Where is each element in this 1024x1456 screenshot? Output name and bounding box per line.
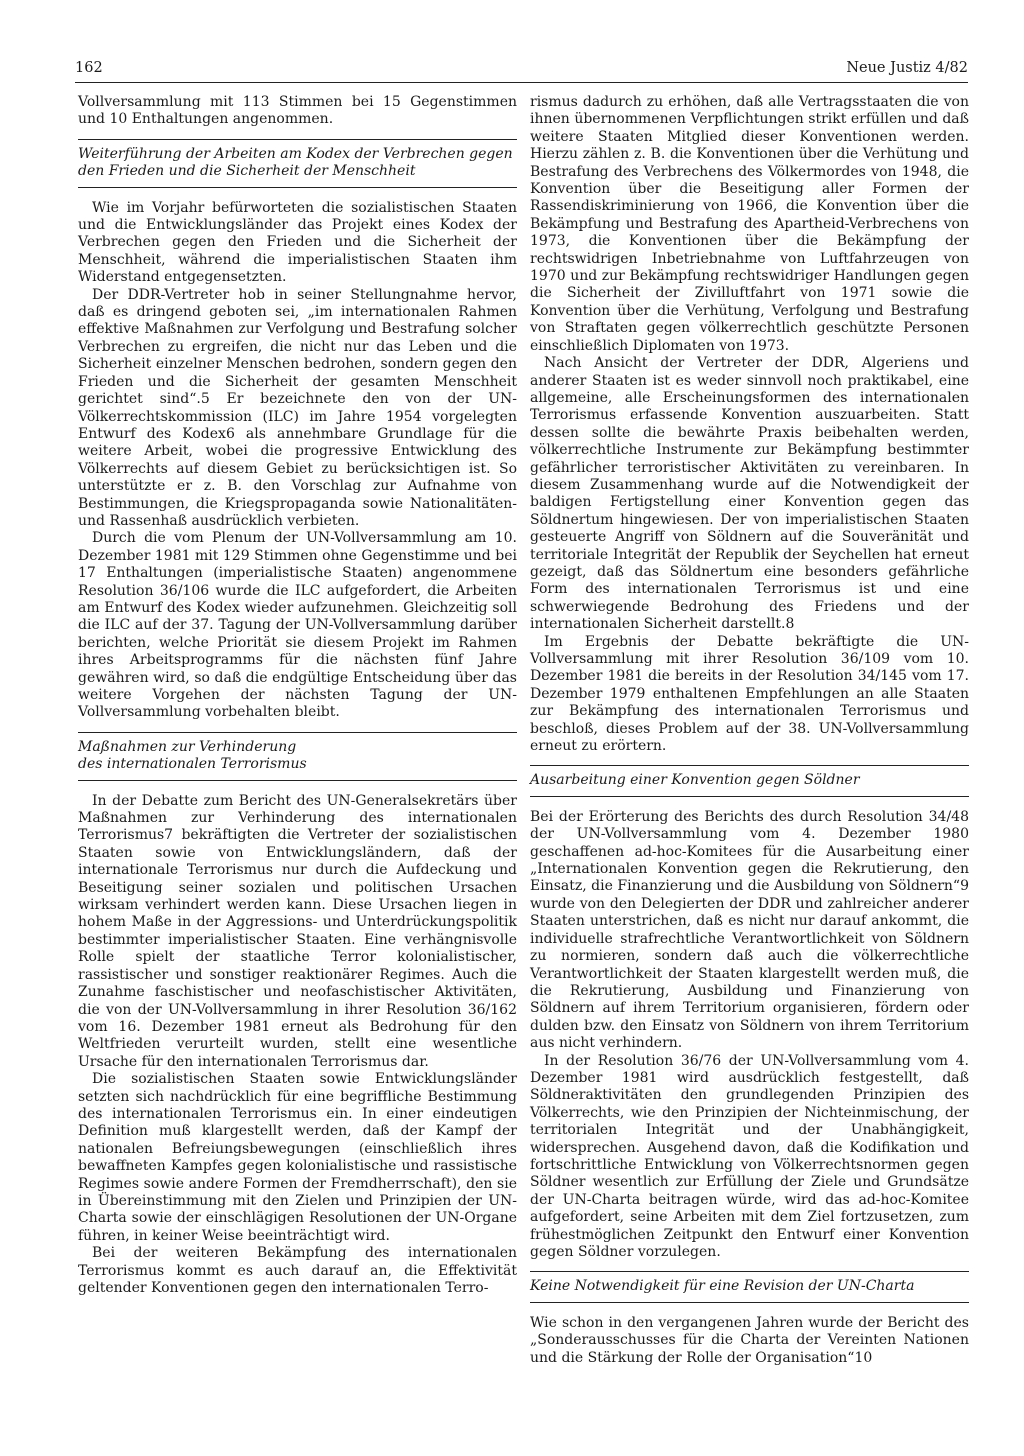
left-column [78, 94, 517, 1297]
paragraph: Wie schon in den vergangenen Jahren wurde der Bericht des „Sonderausschusses für die Charta der Vereinten Nationen und die Stärkung der Rolle der Organisation“10 [530, 1314, 969, 1366]
paragraph: Die sozialistischen Staaten sowie Entwicklungsländer setzten sich nachdrücklich für eine begriffliche Bestimmung des internationalen Terrorismus ein. In einer eindeutigen Definition muß klargestellt werden, daß der Kampf der nationalen Befreiungsbewegungen (einschließlich ihres bewaffneten Kampfes gegen kolonialistische und rassistische Regimes sowie andere Formen der Fremdherrschaft), den sie in Übereinstimmung mit den Zielen und Prinzipien der UN-Charta sowie der einschlägigen Resolutionen der UN-Organe führen, in keiner Weise beeinträchtigt wird. [78, 1071, 517, 1244]
page-header [75, 58, 968, 83]
paragraph: Im Ergebnis der Debatte bekräftigte die UN-Vollversammlung mit ihrer Resolution 36/109 vom 10. Dezember 1981 die bereits in der Resolution 34/145 vom 17. Dezember 1979 enthaltenen Empfehlungen an alle Staaten zur Bekämpfung des internationalen Terrorismus und beschloß, dieses Problem auf der 38. UN-Vollversammlung erneut zu erörtern. [530, 633, 969, 755]
section-heading-kodex [78, 139, 517, 188]
section-heading-terrorismus [78, 732, 517, 781]
paragraph: Vollversammlung mit 113 Stimmen bei 15 Gegenstimmen und 10 Enthaltungen angenommen. [78, 94, 517, 128]
section-heading-line: Maßnahmen zur Verhinderung [78, 738, 297, 755]
paragraph: Wie im Vorjahr befürworteten die sozialistischen Staaten und die Entwicklungsländer das Projekt eines Kodex der Verbrechen gegen den Frieden und die Sicherheit der Menschheit, während die imperialistischen Staaten ihm Widerstand entgegensetzten. [78, 199, 517, 286]
heading-rule [78, 187, 517, 188]
paragraph: rismus dadurch zu erhöhen, daß alle Vertragsstaaten die von ihnen übernommenen Verpflichtungen strikt erfüllen und daß weitere Staaten Mitglied dieser Konventionen werden. Hierzu zählen z. B. die Konventionen über die Verhütung und Bestrafung des Verbrechens des Völkermordes von 1948, die Konvention über die Beseitigung aller Formen der Rassendiskriminierung von 1966, die Konvention über die Bekämpfung und Bestrafung des Apartheid-Verbrechens von 1973, die Konventionen über die Bekämpfung der rechtswidrigen Inbetriebnahme von Luftfahrzeugen von 1970 und zur Bekämpfung rechtswidriger Handlungen gegen die Sicherheit der Zivilluftfahrt von 1971 sowie die Konvention über die Verhütung, Verfolgung und Bestrafung von Straftaten gegen völkerrechtlich geschützte Personen einschließlich Diplomaten von 1973. [530, 94, 969, 354]
paragraph: In der Resolution 36/76 der UN-Vollversammlung vom 4. Dezember 1981 wird ausdrücklich festgestellt, daß Söldneraktivitäten den grundlegenden Prinzipien des Völkerrechts, wie den Prinzipien der Nichteinmischung, der territorialen Integrität und der Unabhängigkeit, widersprechen. Ausgehend davon, daß die Kodifikation und fortschrittliche Entwicklung von Völkerrechtsnormen gegen Söldner wesentlich zur Erfüllung der Ziele und Grundsätze der UN-Charta beitragen würde, wird das ad-hoc-Komitee aufgefordert, seine Arbeiten mit dem Ziel fortzusetzen, zum frühestmöglichen Zeitpunkt den Entwurf einer Konvention gegen Söldner vorzulegen. [530, 1052, 969, 1260]
heading-rule [530, 1302, 969, 1303]
section-heading-charta [530, 1271, 969, 1302]
section-heading-text: Ausarbeitung einer Konvention gegen Söldner [530, 772, 860, 789]
running-title: Neue Justiz 4/82 [846, 60, 968, 76]
paragraph: Bei der Erörterung des Berichts des durch Resolution 34/48 der UN-Vollversammlung vom 4. Dezember 1980 geschaffenen ad-hoc-Komitees für die Ausarbeitung einer „Internationalen Konvention gegen die Rekrutierung, den Einsatz, die Finanzierung und die Ausbildung von Söldnern“9 wurde von den Delegierten der DDR und zahlreicher anderer Staaten unterstrichen, daß es nicht nur darauf ankommt, die individuelle strafrechtliche Verantwortlichkeit von Söldnern zu normieren, sondern daß auch die völkerrechtliche Verantwortlichkeit der Staaten klargestellt werden muß, die die Rekrutierung, Ausbildung und Finanzierung von Söldnern auf ihrem Territorium organisieren, fördern oder dulden bzw. den Einsatz von Söldnern von ihrem Territorium aus nicht verhindern. [530, 808, 969, 1052]
paragraph: Bei der weiteren Bekämpfung des internationalen Terrorismus kommt es auch darauf an, die Effektivität geltender Konventionen gegen den internationalen Terro- [78, 1245, 517, 1296]
paragraph: Der DDR-Vertreter hob in seiner Stellungnahme hervor, daß es dringend geboten sei, „im internationalen Rahmen effektive Maßnahmen zur Verfolgung und Bestrafung solcher Verbrechen zu ergreifen, die nicht nur das Leben und die Sicherheit einzelner Menschen bedrohen, sondern gegen den Frieden und die Sicherheit der gesamten Menschheit gerichtet sind“.5 Er bezeichnete den von der UN-Völkerrechtskommission (ILC) im Jahre 1954 vorgelegten Entwurf des Kodex6 als annehmbare Grundlage für die weitere Arbeit, wobei die progressive Entwicklung des Völkerrechts auf diesem Gebiet zu berücksichtigen ist. So unterstützte er z. B. den Vorschlag zur Aufnahme von Bestimmungen, die Kriegspropaganda sowie Nationalitäten- und Rassenhaß ausdrücklich verbieten. [78, 286, 517, 529]
section-heading-text [78, 733, 517, 780]
page-number: 162 [75, 60, 103, 76]
paragraph: In der Debatte zum Bericht des UN-Generalsekretärs über Maßnahmen zur Verhinderung des internationalen Terrorismus7 bekräftigten die Vertreter der sozialistischen Staaten sowie von Entwicklungsländern, daß der internationale Terrorismus nur durch die Aufdeckung und Beseitigung seiner sozialen und politischen Ursachen wirksam verhindert werden kann. Diese Ursachen liegen in hohem Maße in der Aggressions- und Unterdrückungspolitik bestimmter imperialistischer Staaten. Eine verhängnisvolle Rolle spielt der staatliche Terror kolonialistischer, rassistischer und sonstiger reaktionärer Regimes. Auch die Zunahme faschistischer und neofaschistischer Aktivitäten, die von der UN-Vollversammlung in ihrer Resolution 36/162 vom 16. Dezember 1981 erneut als Bedrohung für den Weltfrieden verurteilt wurden, stellt eine wesentliche Ursache für den internationalen Terrorismus dar. [78, 792, 517, 1070]
section-heading-line: des internationalen Terrorismus [78, 756, 307, 773]
heading-rule [530, 796, 969, 797]
paragraph: Durch die vom Plenum der UN-Vollversammlung am 10. Dezember 1981 mit 129 Stimmen ohne Gegenstimme und bei 17 Enthaltungen (imperialistische Staaten) angenommene Resolution 36/106 wurde die ILC aufgefordert, die Arbeiten am Entwurf des Kodex wieder aufzunehmen. Gleichzeitig soll die ILC auf der 37. Tagung der UN-Vollversammlung darüber berichten, welche Priorität sie diesem Projekt im Rahmen ihres Arbeitsprogramms für die nächsten fünf Jahre gewähren wird, so daß die endgültige Entscheidung über das weitere Vorgehen der nächsten Tagung der UN-Vollversammlung vorbehalten bleibt. [78, 530, 517, 721]
section-heading-text: Weiterführung der Arbeiten am Kodex der Verbrechen gegen den Frieden und die Sicherheit der Menschheit [78, 145, 513, 180]
section-heading-text: Keine Notwendigkeit für eine Revision der UN-Charta [530, 1278, 915, 1295]
paragraph: Nach Ansicht der Vertreter der DDR, Algeriens und anderer Staaten ist es weder sinnvoll noch praktikabel, eine allgemeine, alle Erscheinungsformen des internationalen Terrorismus erfassende Konvention auszuarbeiten. Statt dessen sollte die bewährte Praxis beibehalten werden, völkerrechtliche Instrumente zur Bekämpfung bestimmter gefährlicher terroristischer Aktivitäten zu vereinbaren. In diesem Zusammenhang wurde auf die Notwendigkeit der baldigen Fertigstellung einer Konvention gegen das Söldnertum hingewiesen. Der von imperialistischen Staaten gesteuerte Angriff von Söldnern auf die Souveränität und territoriale Integrität der Republik der Seychellen hat erneut gezeigt, daß das Söldnertum eine besonders gefährliche Form des internationalen Terrorismus ist und eine schwerwiegende Bedrohung des Friedens und der internationalen Sicherheit darstellt.8 [530, 355, 969, 633]
right-column [530, 94, 969, 1367]
section-heading-soeldner [530, 765, 969, 796]
heading-rule [78, 780, 517, 781]
